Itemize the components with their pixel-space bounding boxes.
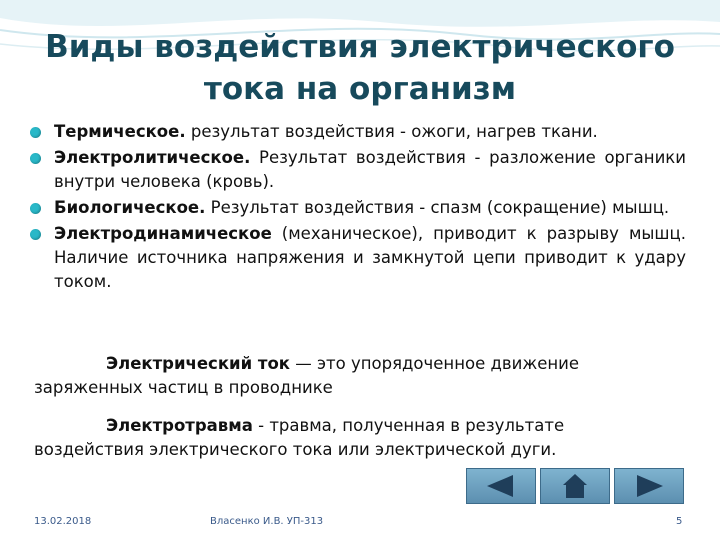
- bullet-icon: [30, 127, 41, 138]
- definition-text: — это упорядоченное движение заряженных частиц в проводнике: [34, 354, 580, 397]
- list-item: [30, 120, 686, 144]
- slide-title: Виды воздействия электрического тока на организм: [45, 29, 675, 107]
- home-icon: [541, 469, 609, 503]
- list-item: [30, 222, 686, 294]
- back-button[interactable]: [466, 468, 536, 504]
- item-text: Результат воздействия - разложение органики внутри человека (кровь).: [54, 148, 686, 191]
- forward-button[interactable]: [614, 468, 684, 504]
- bullet-icon: [30, 153, 41, 164]
- back-icon: [467, 469, 535, 503]
- forward-icon: [615, 469, 683, 503]
- item-text: результат воздействия - ожоги, нагрев ткани.: [185, 122, 598, 141]
- bullet-list: [30, 120, 686, 296]
- list-item: [30, 146, 686, 194]
- item-term: Биологическое.: [54, 198, 206, 217]
- definition-paragraph: [34, 352, 654, 400]
- footer-author: Власенко И.В. УП-313: [210, 516, 324, 527]
- item-term: Электролитическое.: [54, 148, 251, 167]
- item-text: (механическое), приводит к разрыву мышц. Наличие источника напряжения и замкнутой цепи приводит к удару током.: [54, 224, 686, 291]
- definition-paragraph: [34, 414, 654, 462]
- footer-date: 13.02.2018: [34, 516, 92, 527]
- bullet-icon: [30, 203, 41, 214]
- definition-term: Электрический ток: [106, 354, 290, 373]
- home-button[interactable]: [540, 468, 610, 504]
- item-term: Термическое.: [54, 122, 186, 141]
- bullet-icon: [30, 229, 41, 240]
- item-text: Результат воздействия - спазм (сокращение) мышц.: [205, 198, 670, 217]
- page-number: 5: [676, 516, 683, 527]
- definition-text: - травма, полученная в результате воздействия электрического тока или электрической дуги.: [34, 416, 565, 459]
- item-term: Электродинамическое: [54, 224, 272, 243]
- definition-term: Электротравма: [106, 416, 253, 435]
- list-item: [30, 196, 686, 220]
- navigation-bar: [466, 468, 684, 504]
